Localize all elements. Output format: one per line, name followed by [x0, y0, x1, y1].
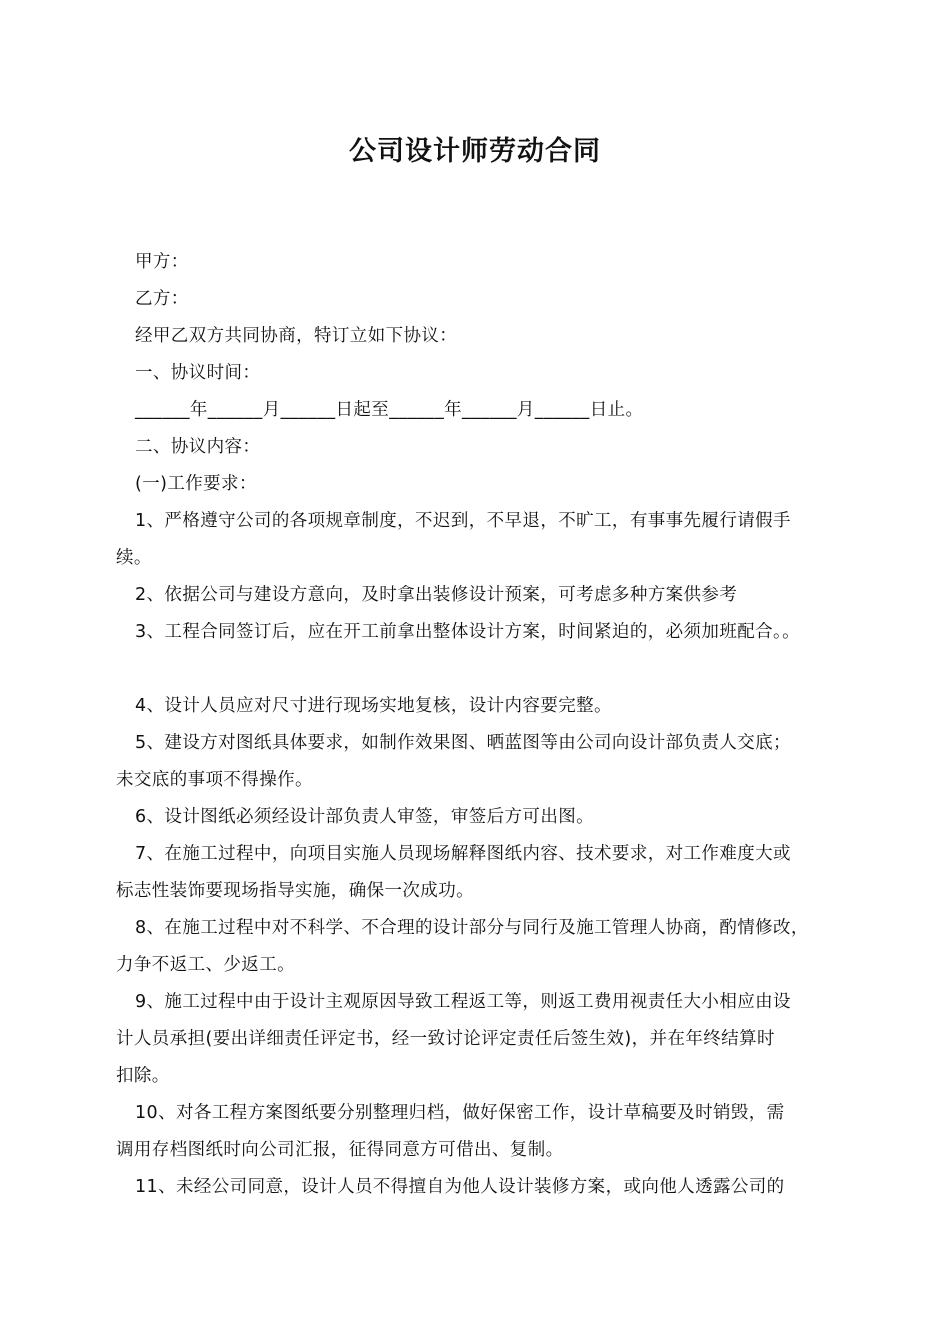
- clause-3: 3、工程合同签订后，应在开工前拿出整体设计方案，时间紧迫的，必须加班配合。。: [135, 622, 801, 642]
- clause-10-line-2: 调用存档图纸时向公司汇报，征得同意方可借出、复制。: [116, 1140, 564, 1160]
- clause-1-line-2: 续。: [116, 548, 152, 568]
- clause-9-line-2: 计人员承担(要出详细责任评定书，经一致讨论评定责任后签生效)，并在年终结算时: [116, 1029, 775, 1049]
- clause-5-line-2: 未交底的事项不得操作。: [116, 770, 313, 790]
- clause-8-line-1: 8、在施工过程中对不科学、不合理的设计部分与同行及施工管理人协商，酌情修改，: [135, 918, 809, 938]
- clause-2: 2、依据公司与建设方意向，及时拿出装修设计预案，可考虑多种方案供参考: [135, 585, 738, 605]
- clause-5-line-1: 5、建设方对图纸具体要求，如制作效果图、晒蓝图等由公司向设计部负责人交底；: [135, 733, 791, 753]
- agreement-period-line: ______年______月______日起至______年______月______日止。: [135, 400, 644, 420]
- document-title: 公司设计师劳动合同: [349, 136, 601, 167]
- clause-9-line-3: 扣除。: [116, 1066, 170, 1086]
- clause-10-line-1: 10、对各工程方案图纸要分别整理归档，做好保密工作，设计草稿要及时销毁，需: [135, 1103, 785, 1123]
- clause-8-line-2: 力争不返工、少返工。: [116, 955, 295, 975]
- clause-9-line-1: 9、施工过程中由于设计主观原因导致工程返工等，则返工费用视责任大小相应由设: [135, 992, 791, 1012]
- clause-11-line-1: 11、未经公司同意，设计人员不得擅自为他人设计装修方案，或向他人透露公司的: [135, 1177, 785, 1197]
- party-a-line: 甲方：: [135, 252, 189, 272]
- section-heading-content: 二、协议内容：: [135, 437, 261, 457]
- party-b-line: 乙方：: [135, 289, 189, 309]
- blank-line: [116, 651, 846, 688]
- agreement-intro: 经甲乙双方共同协商，特订立如下协议：: [135, 326, 458, 346]
- document-body: [116, 244, 846, 1206]
- clause-6: 6、设计图纸必须经设计部负责人审签，审签后方可出图。: [135, 807, 595, 827]
- clause-7-line-2: 标志性装饰要现场指导实施，确保一次成功。: [116, 881, 474, 901]
- subsection-heading-requirements: (一)工作要求：: [135, 474, 257, 494]
- clause-7-line-1: 7、在施工过程中，向项目实施人员现场解释图纸内容、技术要求，对工作难度大或: [135, 844, 791, 864]
- section-heading-period: 一、协议时间：: [135, 363, 261, 383]
- clause-4: 4、设计人员应对尺寸进行现场实地复核，设计内容要完整。: [135, 696, 612, 716]
- clause-1-line-1: 1、严格遵守公司的各项规章制度，不迟到，不早退，不旷工，有事事先履行请假手: [135, 511, 791, 531]
